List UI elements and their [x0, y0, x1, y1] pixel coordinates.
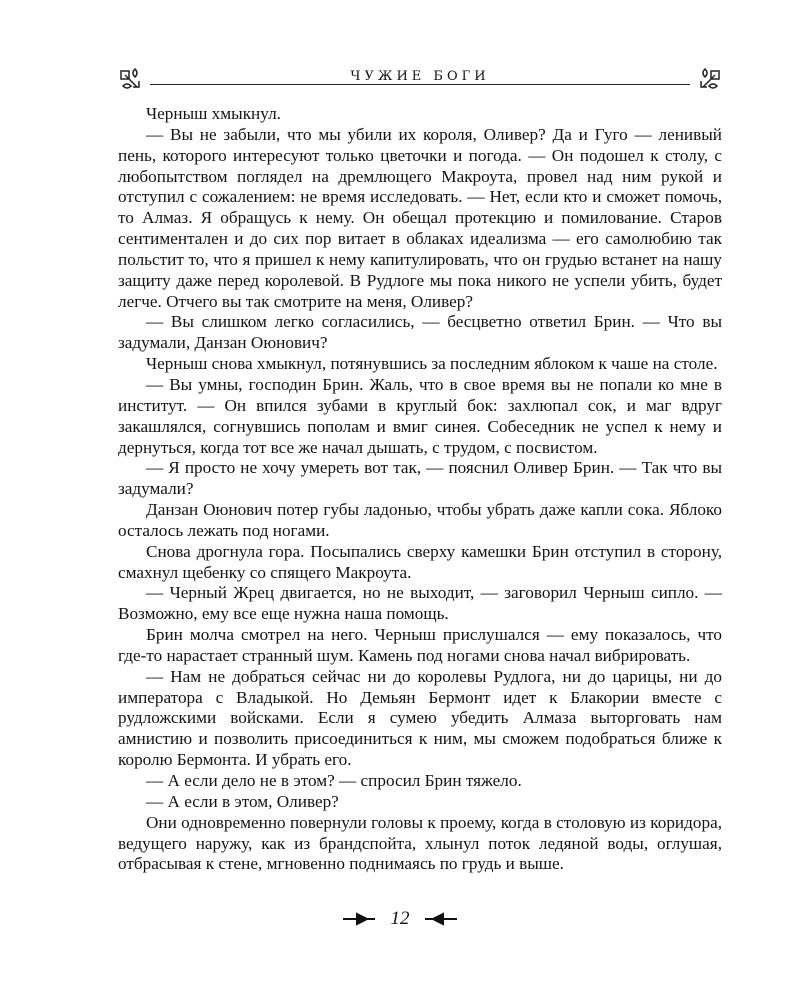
paragraph: — А если в этом, Оливер?	[146, 791, 339, 811]
running-header	[118, 58, 722, 98]
paragraph: Данзан Оюнович потер губы ладонью, чтобы убрать даже капли сока. Яблоко осталось лежать под ногами.	[118, 500, 722, 540]
paragraph: Черныш снова хмыкнул, потянувшись за последним яблоком к чаше на столе.	[146, 354, 718, 374]
paragraph: Брин молча смотрел на него. Черныш прислушался — ему показалось, что где-то нарастает странный шум. Камень под ногами снова начал вибрировать.	[118, 625, 722, 665]
paragraph: — Черный Жрец двигается, но не выходит, — заговорил Черныш сипло. — Возможно, ему все еще нужна наша помощь.	[118, 583, 722, 624]
page-body	[118, 104, 722, 875]
paragraph: — Вы слишком легко согласились, — бесцветно ответил Брин. — Что вы задумали, Данзан Оюнович?	[118, 312, 722, 353]
paragraph: — Я просто не хочу умереть вот так, — пояснил Оливер Брин. — Так что вы задумали?	[118, 458, 722, 499]
paragraph: Они одновременно повернули головы к проему, когда в столовую из коридора, ведущего наружу, как из брандспойта, хлынул поток ледяной воды, оглушая, отбрасывая к стене, мгновенно поднимаясь по грудь и выше.	[118, 812, 722, 874]
running-title: ЧУЖИЕ БОГИ	[118, 70, 722, 85]
paragraph: — Вы не забыли, что мы убили их короля, Оливер? Да и Гуго — ленивый пень, которого интересуют только цветочки и погода. — Он подошел к столу, с любопытством поглядел на дремлющего Макроута, провел над ним рукой и отступил с сожалением: не время исследовать. — Нет, если кто и сможет помочь, то Алмаз. Я обращусь к нему. Он обещал протекцию и помилование. Старов сентиментален и до сих пор витает в облаках идеализма — его самолюбию так польстит то, что я пришел к нему капитулировать, что он грудью встанет на нашу защиту даже перед королевой. В Рудлоге мы пока никого не успели убить, будет легче. Отчего вы так смотрите на меня, Оливер?	[118, 124, 722, 311]
paragraph: — А если дело не в этом? — спросил Брин тяжело.	[146, 771, 522, 790]
arrow-left-ornament-icon	[423, 912, 457, 926]
paragraph: — Вы умны, господин Брин. Жаль, что в свое время вы не попали ко мне в институт. — Он впился зубами в круглый бок: захлюпал сок, и маг вдруг закашлялся, согнувшись пополам и вмиг синея. Собеседник не успел к нему и дернуться, когда тот все же начал дышать, с трудом, с посвистом.	[118, 374, 722, 457]
page-footer	[0, 908, 800, 938]
paragraph: Черныш хмыкнул.	[146, 104, 281, 123]
arrow-right-ornament-icon	[343, 912, 377, 926]
paragraph: — Нам не добраться сейчас ни до королевы Рудлога, ни до царицы, ни до императора с Владыкой. Но Демьян Бермонт идет к Блакории вместе с рудложскими войсками. Если я сумею убедить Алмаза выторговать нам амнистию и позволить присоединиться к ним, мы сможем подобраться ближе к королю Бермонта. И убрать его.	[118, 666, 722, 770]
paragraph: Снова дрогнула гора. Посыпались сверху камешки Брин отступил в сторону, смахнул щебенку со спящего Макроута.	[118, 541, 722, 582]
page-number: 12	[390, 908, 410, 929]
decorative-knot-icon	[696, 66, 722, 92]
